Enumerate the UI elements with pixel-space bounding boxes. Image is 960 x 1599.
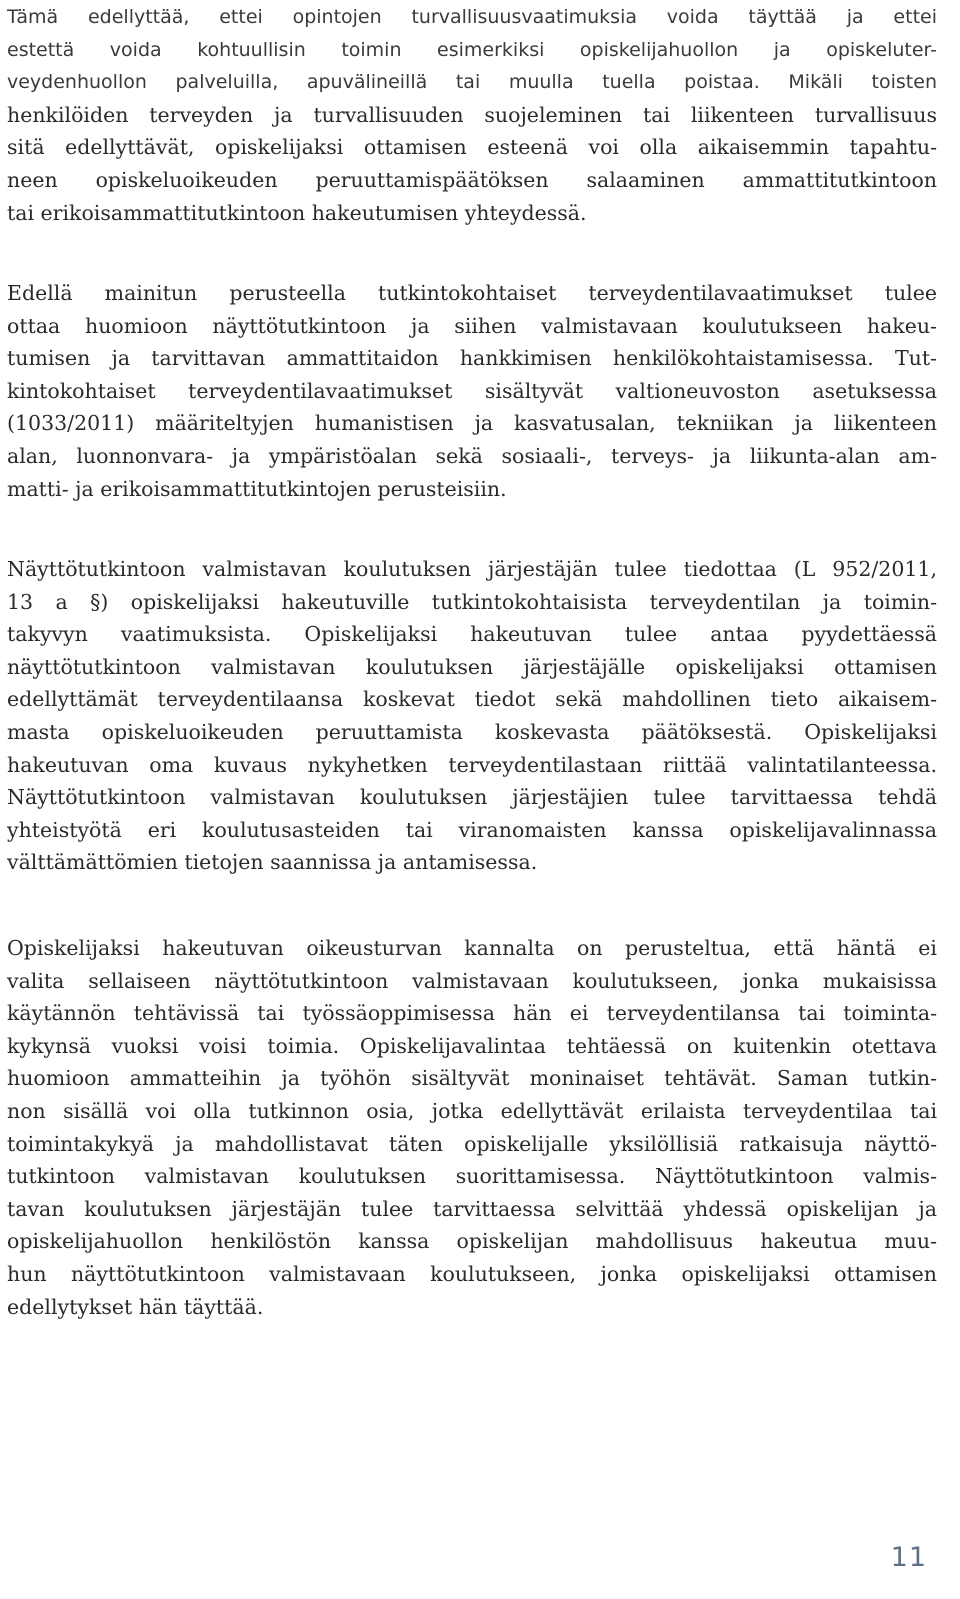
text-line: tai erikoisammattitutkintoon hakeutumisen yhteydessä. xyxy=(7,200,587,225)
text-line: Tämä edellyttää, ettei opintojen turvallisuusvaatimuksia voida täyttää ja ettei xyxy=(7,6,937,28)
text-line: sitä edellyttävät, opiskelijaksi ottamisen esteenä voi olla aikaisemmin tapahtu- xyxy=(7,135,937,160)
text-line: henkilöiden terveyden ja turvallisuuden suojeleminen tai liikenteen turvallisuus xyxy=(7,102,937,127)
text-line: käytännön tehtävissä tai työssäoppimisessa hän ei terveydentilansa tai toiminta- xyxy=(7,1001,937,1026)
text-line: tutkintoon valmistavan koulutuksen suorittamisessa. Näyttötutkintoon valmis- xyxy=(7,1164,937,1189)
text-line: estettä voida kohtuullisin toimin esimerkiksi opiskelijahuollon ja opiskeluter- xyxy=(7,38,937,61)
text-line: 13 a §) opiskelijaksi hakeutuville tutkintokohtaisista terveydentilan ja toimin- xyxy=(7,589,937,614)
text-line: hun näyttötutkintoon valmistavaan koulutukseen, jonka opiskelijaksi ottamisen xyxy=(7,1261,937,1286)
text-line: kintokohtaiset terveydentilavaatimukset sisältyvät valtioneuvoston asetuksessa xyxy=(7,378,937,403)
text-line: valita sellaiseen näyttötutkintoon valmistavaan koulutukseen, jonka mukaisissa xyxy=(7,968,937,993)
text-line: edellyttämät terveydentilaansa koskevat tiedot sekä mahdollinen tieto aikaisem- xyxy=(7,687,937,712)
page-number: 11 xyxy=(890,1542,927,1573)
text-line: hakeutuvan oma kuvaus nykyhetken terveydentilastaan riittää valintatilanteessa. xyxy=(7,752,937,777)
text-line: näyttötutkintoon valmistavan koulutuksen järjestäjälle opiskelijaksi ottamisen xyxy=(7,654,937,679)
text-line: Opiskelijaksi hakeutuvan oikeusturvan kannalta on perusteltua, että häntä ei xyxy=(7,936,937,960)
text-line: kykynsä vuoksi voisi toimia. Opiskelijavalintaa tehtäessä on kuitenkin otettava xyxy=(7,1033,937,1058)
text-line: Edellä mainitun perusteella tutkintokohtaiset terveydentilavaatimukset tulee xyxy=(7,281,937,305)
text-line: ottaa huomioon näyttötutkintoon ja siihen valmistavaan koulutukseen hakeu- xyxy=(7,313,937,338)
text-line: yhteistyötä eri koulutusasteiden tai viranomaisten kanssa opiskelijavalinnassa xyxy=(7,817,937,842)
text-line: takyvyn vaatimuksista. Opiskelijaksi hakeutuvan tulee antaa pyydettäessä xyxy=(7,622,937,647)
text-line: opiskelijahuollon henkilöstön kanssa opiskelijan mahdollisuus hakeutua muu- xyxy=(7,1229,937,1254)
text-line: non sisällä voi olla tutkinnon osia, jotka edellyttävät erilaista terveydentilaa tai xyxy=(7,1098,937,1123)
text-line: huomioon ammatteihin ja työhön sisältyvät moninaiset tehtävät. Saman tutkin- xyxy=(7,1066,937,1091)
text-line: tumisen ja tarvittavan ammattitaidon hankkimisen henkilökohtaistamisessa. Tut- xyxy=(7,346,937,371)
text-line: Näyttötutkintoon valmistavan koulutuksen järjestäjien tulee tarvittaessa tehdä xyxy=(7,785,937,810)
text-line: välttämättömien tietojen saannissa ja antamisessa. xyxy=(7,850,538,875)
paragraph-1 xyxy=(7,1,937,229)
paragraph-3 xyxy=(7,553,937,879)
text-line: Näyttötutkintoon valmistavan koulutuksen järjestäjän tulee tiedottaa (L 952/2011, xyxy=(7,557,937,581)
paragraph-2 xyxy=(7,277,937,505)
text-line: veydenhuollon palveluilla, apuvälineillä tai muulla tuella poistaa. Mikäli toisten xyxy=(7,71,937,94)
text-line: toimintakykyä ja mahdollistavat täten opiskelijalle yksilöllisiä ratkaisuja näyttö- xyxy=(7,1131,937,1156)
text-line: matti- ja erikoisammattitutkintojen perusteisiin. xyxy=(7,476,507,501)
text-line: alan, luonnonvara- ja ympäristöalan sekä sosiaali-, terveys- ja liikunta-alan am- xyxy=(7,443,937,468)
text-line: edellytykset hän täyttää. xyxy=(7,1294,264,1319)
text-line: (1033/2011) määriteltyjen humanistisen ja kasvatusalan, tekniikan ja liikenteen xyxy=(7,411,937,436)
text-line: masta opiskeluoikeuden peruuttamista koskevasta päätöksestä. Opiskelijaksi xyxy=(7,719,937,744)
paragraph-4 xyxy=(7,932,937,1323)
text-line: tavan koulutuksen järjestäjän tulee tarvittaessa selvittää yhdessä opiskelijan ja xyxy=(7,1196,937,1221)
text-line: neen opiskeluoikeuden peruuttamispäätöksen salaaminen ammattitutkintoon xyxy=(7,167,937,192)
